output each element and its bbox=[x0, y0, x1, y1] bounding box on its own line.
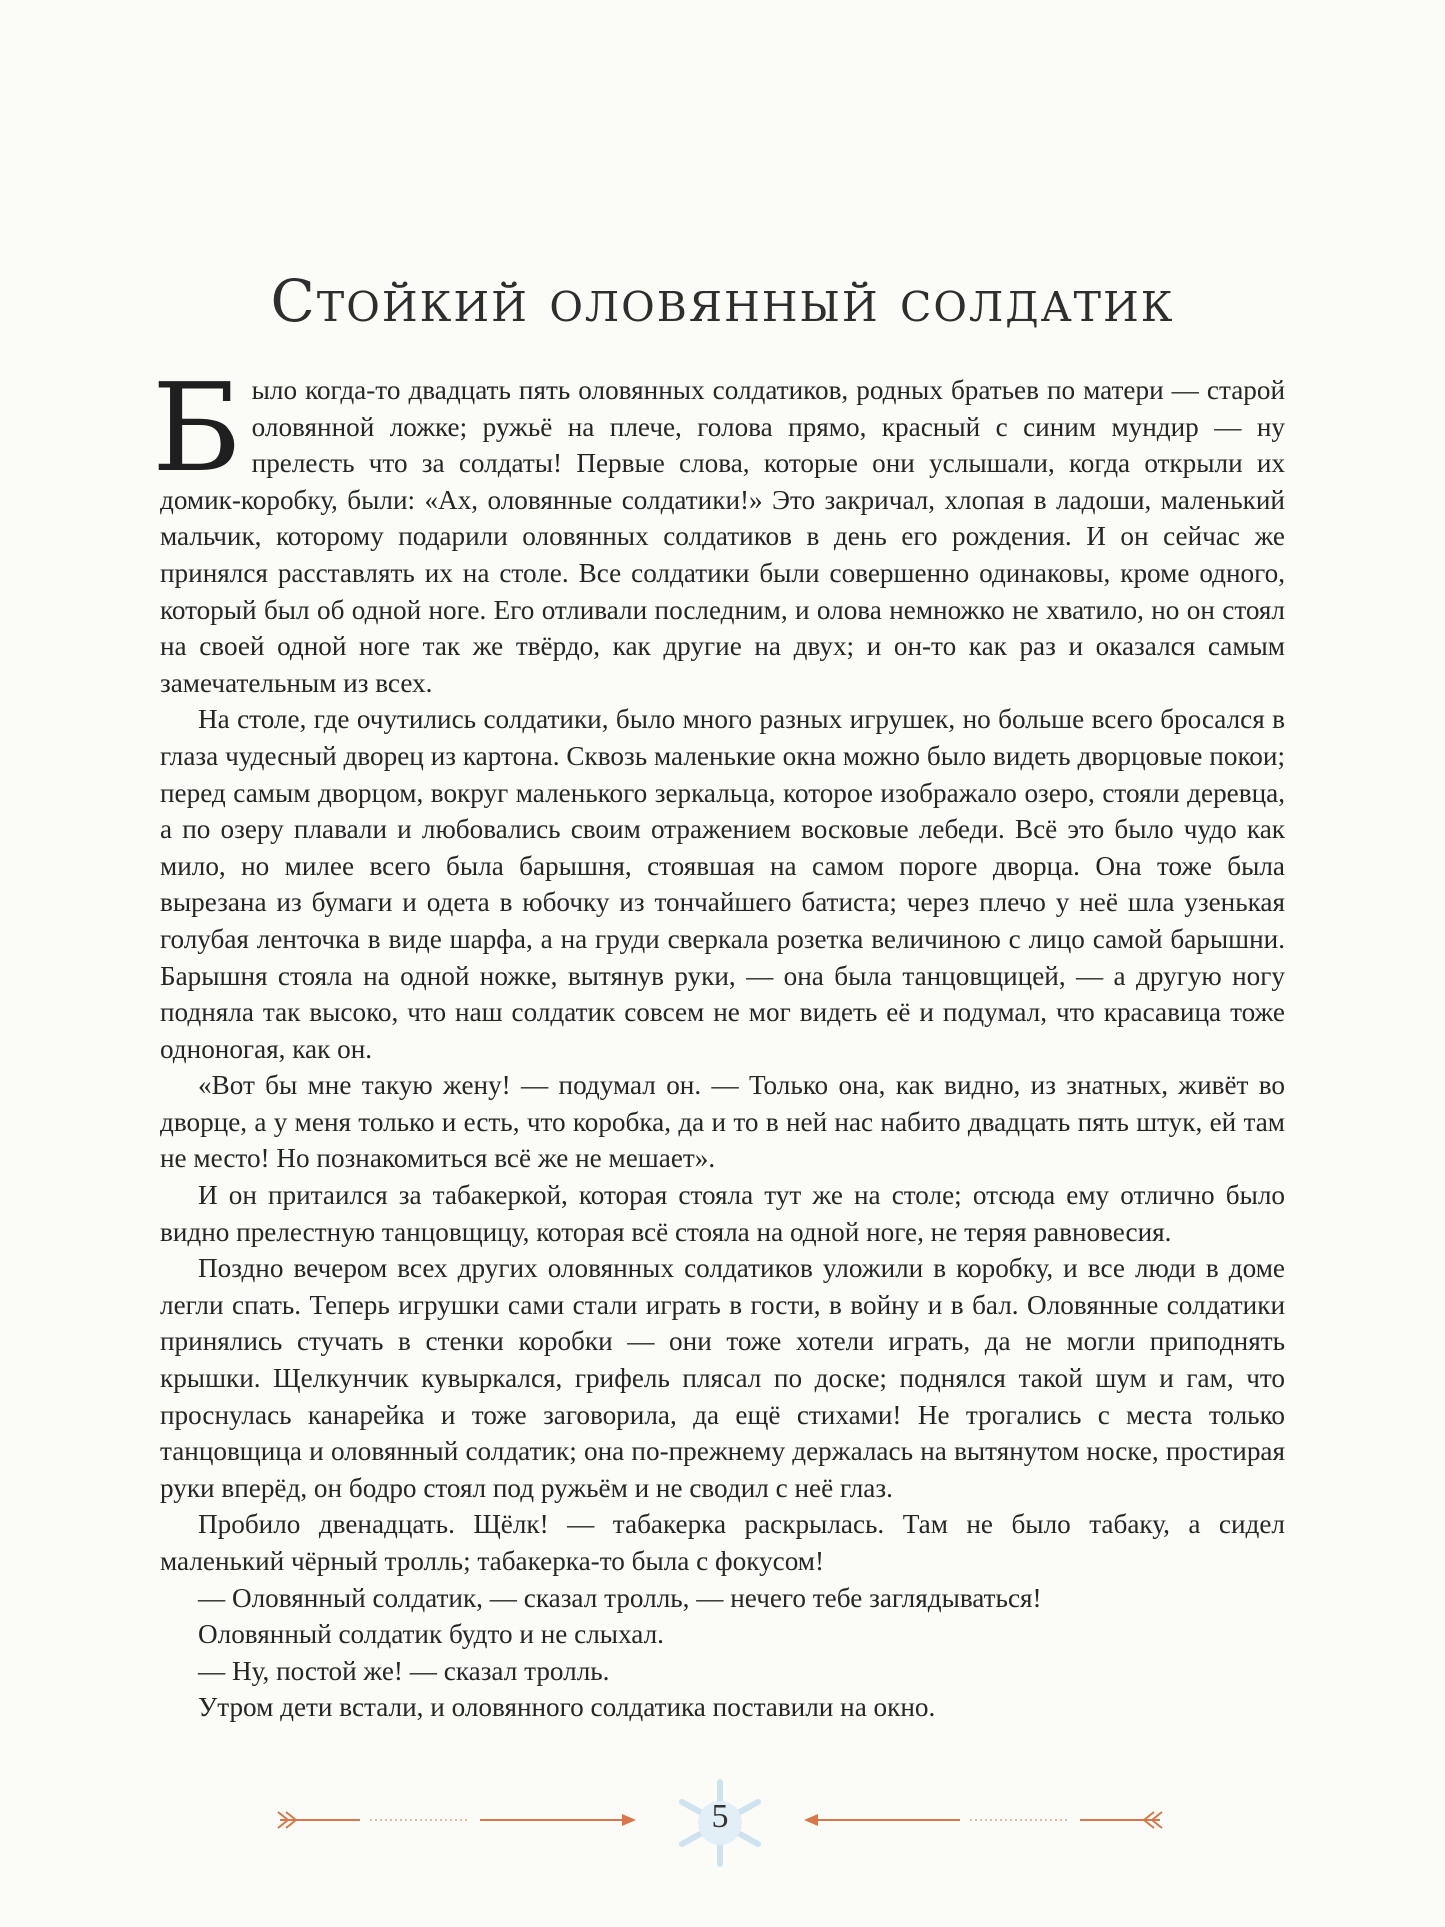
paragraph-5: Поздно вечером всех других оловянных солдатиков уложили в коробку, и все люди в доме легли спать. Теперь игрушки сами стали играть в гости, в войну и в бал. Оловянные солдатики принялись стучать в стенки коробки — они тоже хотели играть, да не могли приподнять крышки. Щелкунчик кувыркался, грифель плясал по доске; поднялся такой шум и гам, что проснулась канарейка и тоже заговорила, да ещё стихами! Не трогались с места только танцовщица и оловянный солдатик; она по-прежнему держалась на вытянутом носке, простирая руки вперёд, он бодро стоял под ружьём и не сводил с неё глаз. bbox=[160, 1253, 1285, 1503]
page-number: 5 bbox=[711, 1798, 729, 1835]
paragraph-3: «Вот бы мне такую жену! — подумал он. — Только она, как видно, из знатных, живёт во дворце, а у меня только и есть, что коробка, да и то в ней нас набито двадцать пять штук, ей там не место! Но познакомиться всё же не мешает». bbox=[160, 1070, 1285, 1174]
story-text bbox=[152, 357, 1285, 1726]
drop-cap: Б bbox=[152, 357, 242, 499]
page-footer bbox=[270, 1790, 1170, 1850]
paragraph-1-text: ыло когда-то двадцать пять оловянных солдатиков, родных братьев по матери — старой оловянной ложке; ружьё на плече, голова прямо, красный с синим мундир — ну прелесть что за солдаты! Первые слова, которые они услышали, когда открыли их домик-коробку, были: «Ах, оловянные солдатики!» Это закричал, хлопая в ладоши, маленький мальчик, которому подарили оловянных солдатиков в день его рождения. И он сейчас же принялся расставлять их на столе. Все солдатики были совершенно одинаковы, кроме одного, который был об одной ноге. Его отливали последним, и олова немножко не хватило, но он стоял на своей одной ноге так же твёрдо, как другие на двух; и он-то как раз и оказался самым замечательным из всех. bbox=[160, 375, 1285, 698]
paragraph-7: — Оловянный солдатик, — сказал тролль, — нечего тебе заглядываться! bbox=[198, 1582, 1042, 1613]
paragraph-6: Пробило двенадцать. Щёлк! — табакерка раскрылась. Там не было табаку, а сидел маленький чёрный тролль; табакерка-то была с фокусом! bbox=[160, 1509, 1285, 1576]
page-title: Стойкий оловянный солдатик bbox=[270, 266, 1175, 335]
paragraph-10: Утром дети встали, и оловянного солдатика поставили на окно. bbox=[198, 1692, 936, 1723]
paragraph-4: И он притаился за табакеркой, которая стояла тут же на столе; отсюда ему отлично было видно прелестную танцовщицу, которая всё стояла на одной ноге, не теряя равновесия. bbox=[160, 1180, 1285, 1247]
paragraph-9: — Ну, постой же! — сказал тролль. bbox=[198, 1655, 610, 1686]
paragraph-8: Оловянный солдатик будто и не слыхал. bbox=[198, 1619, 664, 1650]
paragraph-1 bbox=[152, 357, 1285, 701]
paragraph-2: На столе, где очутились солдатики, было много разных игрушек, но больше всего бросался в глаза чудесный дворец из картона. Сквозь маленькие окна можно было видеть дворцовые покои; перед самым дворцом, вокруг маленького зеркальца, которое изображало озеро, стояли деревца, а по озеру плавали и любовались своим отражением восковые лебеди. Всё это было чудо как мило, но милее всего была барышня, стоявшая на самом пороге дворца. Она тоже была вырезана из бумаги и одета в юбочку из тончайшего батиста; через плечо у неё шла узенькая голубая ленточка в виде шарфа, а на груди сверкала розетка величиною с лицо самой барышни. Барышня стояла на одной ножке, вытянув руки, — она была танцовщицей, — а другую ногу подняла так высоко, что наш солдатик совсем не мог видеть её и подумал, что красавица тоже одноногая, как он. bbox=[160, 704, 1285, 1064]
